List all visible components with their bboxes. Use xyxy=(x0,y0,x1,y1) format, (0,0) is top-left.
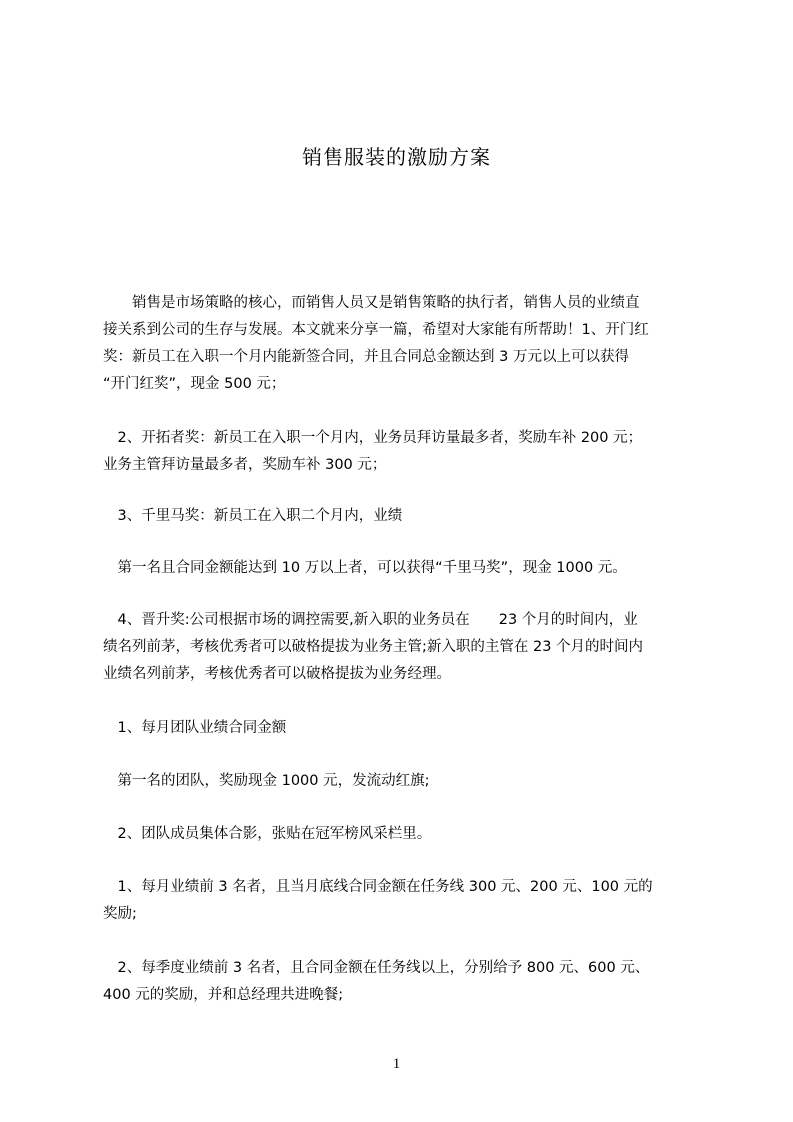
paragraph-line: 绩名列前茅，考核优秀者可以破格提拔为业务主管;新入职的主管在 23 个月的时间内 xyxy=(103,639,644,655)
paragraph-line: 奖励; xyxy=(103,906,137,922)
paragraph-team-photo xyxy=(103,821,703,848)
paragraph-line: 1、每月业绩前 3 名者，且当月底线合同金额在任务线 300 元、200 元、100 元的 xyxy=(103,879,653,895)
paragraph-line: 2、每季度业绩前 3 名者，且合同金额在任务线以上，分别给予 800 元、600 元、 xyxy=(103,960,650,976)
paragraph-line: “开门红奖”，现金 500 元； xyxy=(103,376,286,392)
paragraph-line: 第一名且合同金额能达到 10 万以上者，可以获得“千里马奖”，现金 1000 元。 xyxy=(103,560,627,576)
paragraph-team-monthly xyxy=(103,715,703,742)
paragraph-pioneer-award xyxy=(103,425,703,479)
paragraph-line: 第一名的团队，奖励现金 1000 元，发流动红旗; xyxy=(103,773,430,789)
paragraph-line: 2、开拓者奖：新员工在入职一个月内，业务员拜访量最多者，奖励车补 200 元； xyxy=(103,430,643,446)
paragraph-team-first-place xyxy=(103,768,703,795)
paragraph-line: 1、每月团队业绩合同金额 xyxy=(103,720,287,736)
paragraph-steed-award-detail xyxy=(103,555,703,582)
paragraph-line: 销售是市场策略的核心，而销售人员又是销售策略的执行者，销售人员的业绩直 xyxy=(103,295,640,311)
paragraph-quarterly-top3 xyxy=(103,955,703,1009)
document-title: 销售服装的激励方案 xyxy=(302,145,491,169)
page-number: 1 xyxy=(392,1056,401,1072)
paragraph-steed-award xyxy=(103,503,703,530)
paragraph-line: 4、晋升奖:公司根据市场的调控需要,新入职的业务员在 23 个月的时间内，业 xyxy=(103,612,638,628)
paragraph-line: 400 元的奖励，并和总经理共进晚餐; xyxy=(103,987,344,1003)
paragraph-intro xyxy=(103,290,703,398)
paragraph-line: 2、团队成员集体合影，张贴在冠军榜风采栏里。 xyxy=(103,826,432,842)
paragraph-promotion-award xyxy=(103,607,703,688)
paragraph-line: 3、千里马奖：新员工在入职二个月内，业绩 xyxy=(103,508,403,524)
paragraph-line: 接关系到公司的生存与发展。本文就来分享一篇，希望对大家能有所帮助！1、开门红 xyxy=(103,322,649,338)
paragraph-line: 业务主管拜访量最多者，奖励车补 300 元； xyxy=(103,457,387,473)
paragraph-monthly-top3 xyxy=(103,874,703,928)
paragraph-line: 奖：新员工在入职一个月内能新签合同，并且合同总金额达到 3 万元以上可以获得 xyxy=(103,349,629,365)
paragraph-line: 业绩名列前茅，考核优秀者可以破格提拔为业务经理。 xyxy=(103,666,451,682)
